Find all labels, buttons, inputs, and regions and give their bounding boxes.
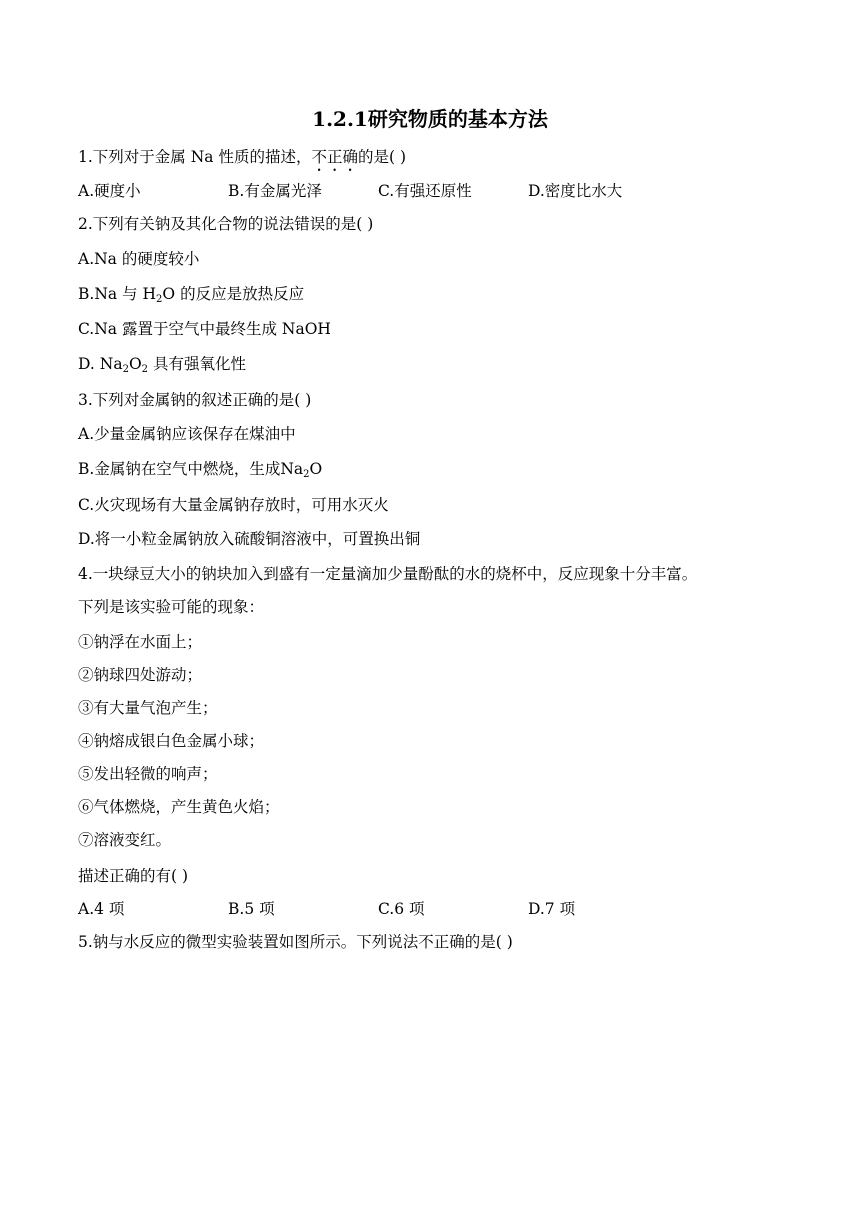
formula-na2o: $Na_2O$: [280, 460, 323, 480]
formula-h2o: $H_2O$: [142, 285, 176, 305]
q2-option-b: [78, 283, 304, 305]
question-2-stem: 2.下列有关钠及其化合物的说法错误的是( ): [78, 215, 374, 233]
q4-item-7: ⑦溶液变红。: [78, 831, 172, 849]
q4-option-a: A.4 项: [78, 900, 125, 918]
q4-item-1: ①钠浮在水面上；: [78, 633, 203, 651]
q2-d-post: 具有强氧化性: [152, 355, 246, 373]
q2-b-pre: B.Na 与: [78, 285, 138, 303]
q3-option-d: D.将一小粒金属钠放入硫酸铜溶液中，可置换出铜: [78, 530, 421, 548]
q3-option-b: [78, 458, 322, 480]
q4-item-4: ④钠熔成银白色金属小球；: [78, 732, 265, 750]
page-title: 1.2.1研究物质的基本方法: [312, 107, 548, 131]
q4-item-3: ③有大量气泡产生；: [78, 699, 218, 717]
q2-option-d: [78, 353, 246, 375]
q2-option-a: A.Na 的硬度较小: [78, 250, 200, 268]
q4-option-b: B.5 项: [228, 900, 275, 918]
q4-item-2: ②钠球四处游动；: [78, 666, 203, 684]
question-5-stem: 5.钠与水反应的微型实验装置如图所示。下列说法不正确的是( ): [78, 933, 513, 951]
q2-d-pre: D.: [78, 355, 95, 373]
question-4-stem-line1: 4.一块绿豆大小的钠块加入到盛有一定量滴加少量酚酞的水的烧杯中，反应现象十分丰富。: [78, 565, 698, 583]
question-4-stem-line2: 下列是该实验可能的现象：: [78, 598, 265, 616]
q1-option-c: C.有强还原性: [378, 182, 472, 200]
q1-stem-emphasis: 不正确: [311, 148, 358, 166]
question-1-stem: [78, 146, 406, 175]
formula-na2o2: $Na_2O_2$: [99, 355, 149, 375]
q4-item-6: ⑥气体燃烧，产生黄色火焰；: [78, 798, 280, 816]
q4-item-5: ⑤发出轻微的响声；: [78, 765, 218, 783]
q1-option-a: A.硬度小: [78, 182, 141, 200]
q4-ask: 描述正确的有( ): [78, 867, 189, 885]
q4-option-c: C.6 项: [378, 900, 425, 918]
q3-option-c: C.火灾现场有大量金属钠存放时，可用水灭火: [78, 496, 389, 514]
q1-stem-post: 的是( ): [357, 148, 406, 166]
q1-option-b: B.有金属光泽: [228, 182, 322, 200]
q1-option-d: D.密度比水大: [528, 182, 623, 200]
q1-stem-pre: 1.下列对于金属 Na 性质的描述，: [78, 148, 312, 166]
question-3-stem: 3.下列对金属钠的叙述正确的是( ): [78, 391, 312, 409]
q2-option-c: C.Na 露置于空气中最终生成 NaOH: [78, 320, 331, 338]
q4-option-d: D.7 项: [528, 900, 576, 918]
q2-b-post: 的反应是放热反应: [180, 285, 305, 303]
q3-b-pre: B.金属钠在空气中燃烧，生成: [78, 460, 281, 478]
q3-option-a: A.少量金属钠应该保存在煤油中: [78, 425, 296, 443]
